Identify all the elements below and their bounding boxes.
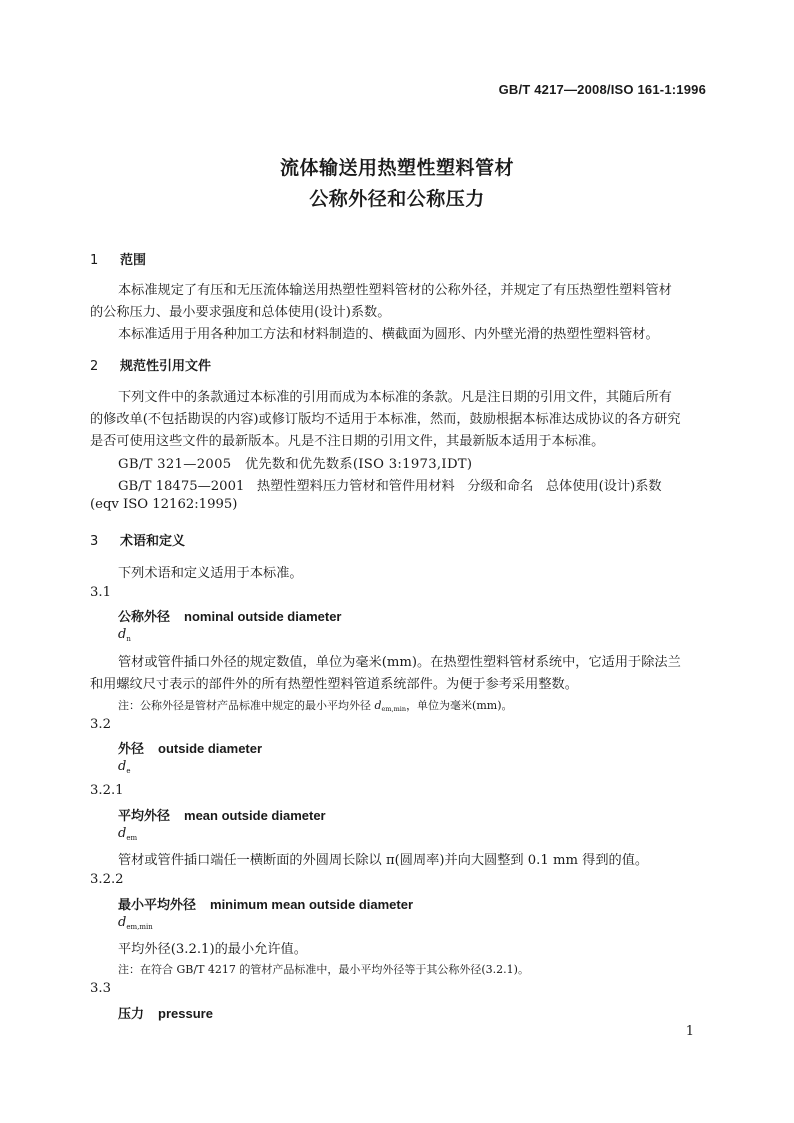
clause-number: 3.1	[90, 585, 111, 600]
term-cn: 外径	[118, 742, 145, 757]
reference-entry: (eqv ISO 12162:1995)	[90, 497, 238, 512]
definition: 管材或管件插口端任一横断面的外圆周长除以 π(圆周率)并向大圆整到 0.1 mm 得到的值。	[118, 853, 649, 868]
section-3-heading	[90, 530, 185, 549]
clause-number: 3.2.1	[90, 783, 124, 798]
symbol-subscript: n	[126, 635, 131, 643]
note-text: ，单位为毫米(mm)。	[406, 699, 513, 712]
term-en: minimum mean outside diameter	[210, 897, 414, 912]
symbol-base: d	[118, 915, 127, 930]
term-entry	[118, 805, 326, 824]
section-title: 规范性引用文件	[120, 359, 212, 374]
term-en: mean outside diameter	[184, 808, 326, 823]
note-symbol: d	[374, 699, 382, 712]
term-symbol	[118, 826, 137, 842]
note-symbol-subscript: em,min	[381, 705, 407, 713]
symbol-subscript: em	[126, 834, 138, 842]
definition: 和用螺纹尺寸表示的部件外的所有热塑性塑料管道系统部件。为便于参考采用整数。	[90, 677, 578, 692]
paragraph: 的修改单(不包括勘误的内容)或修订版均不适用于本标准，然而，鼓励根据本标准达成协议的各方研究	[90, 412, 681, 427]
clause-number: 3.2.2	[90, 872, 124, 887]
term-entry	[118, 1003, 213, 1022]
paragraph: 下列术语和定义适用于本标准。	[118, 566, 303, 581]
reference-entry: GB/T 18475—2001 热塑性塑料压力管材和管件用材料 分级和命名 总体使用(设计)系数	[118, 479, 662, 494]
term-en: nominal outside diameter	[184, 609, 342, 624]
section-2-heading	[90, 355, 211, 374]
clause-number: 3.3	[90, 981, 111, 996]
term-cn: 最小平均外径	[118, 898, 197, 913]
document-title-line2: 公称外径和公称压力	[309, 188, 485, 210]
note: 注：在符合 GB/T 4217 的管材产品标准中，最小平均外径等于其公称外径(3.2.1)。	[118, 963, 529, 976]
term-entry	[118, 738, 262, 757]
note	[118, 697, 513, 713]
term-entry	[118, 894, 413, 913]
document-title-line1: 流体输送用热塑性塑料管材	[279, 157, 514, 179]
term-symbol	[118, 759, 130, 775]
definition: 平均外径(3.2.1)的最小允许值。	[118, 942, 307, 957]
paragraph: 下列文件中的条款通过本标准的引用而成为本标准的条款。凡是注日期的引用文件，其随后所有	[118, 390, 672, 405]
section-title: 范围	[120, 253, 147, 268]
term-cn: 公称外径	[118, 610, 171, 625]
paragraph: 本标准规定了有压和无压流体输送用热塑性塑料管材的公称外径，并规定了有压热塑性塑料管材	[118, 283, 672, 298]
paragraph: 是否可使用这些文件的最新版本。凡是不注日期的引用文件，其最新版本适用于本标准。	[90, 434, 605, 449]
symbol-base: d	[118, 759, 127, 774]
page-number: 1	[685, 1024, 694, 1039]
term-symbol	[118, 627, 131, 643]
symbol-subscript: em,min	[126, 923, 153, 931]
term-symbol	[118, 915, 153, 931]
symbol-base: d	[118, 826, 127, 841]
term-en: outside diameter	[158, 741, 263, 756]
section-number: 1	[90, 253, 99, 268]
term-en: pressure	[158, 1006, 213, 1021]
reference-entry: GB/T 321—2005 优先数和优先数系(ISO 3:1973,IDT)	[118, 457, 473, 472]
term-cn: 平均外径	[118, 809, 171, 824]
symbol-subscript: e	[126, 767, 131, 775]
section-number: 2	[90, 359, 99, 374]
section-title: 术语和定义	[120, 534, 186, 549]
clause-number: 3.2	[90, 717, 111, 732]
section-number: 3	[90, 534, 99, 549]
symbol-base: d	[118, 627, 127, 642]
term-cn: 压力	[118, 1007, 145, 1022]
paragraph: 的公称压力、最小要求强度和总体使用(设计)系数。	[90, 305, 391, 320]
term-entry	[118, 606, 342, 625]
paragraph: 本标准适用于用各种加工方法和材料制造的、横截面为圆形、内外壁光滑的热塑性塑料管材。	[118, 327, 659, 342]
standard-number: GB/T 4217—2008/ISO 161-1:1996	[498, 82, 706, 97]
note-text: 注：公称外径是管材产品标准中规定的最小平均外径	[118, 699, 375, 712]
definition: 管材或管件插口外径的规定数值，单位为毫米(mm)。在热塑性塑料管材系统中，它适用于除法兰	[118, 655, 681, 670]
section-1-heading	[90, 249, 146, 268]
